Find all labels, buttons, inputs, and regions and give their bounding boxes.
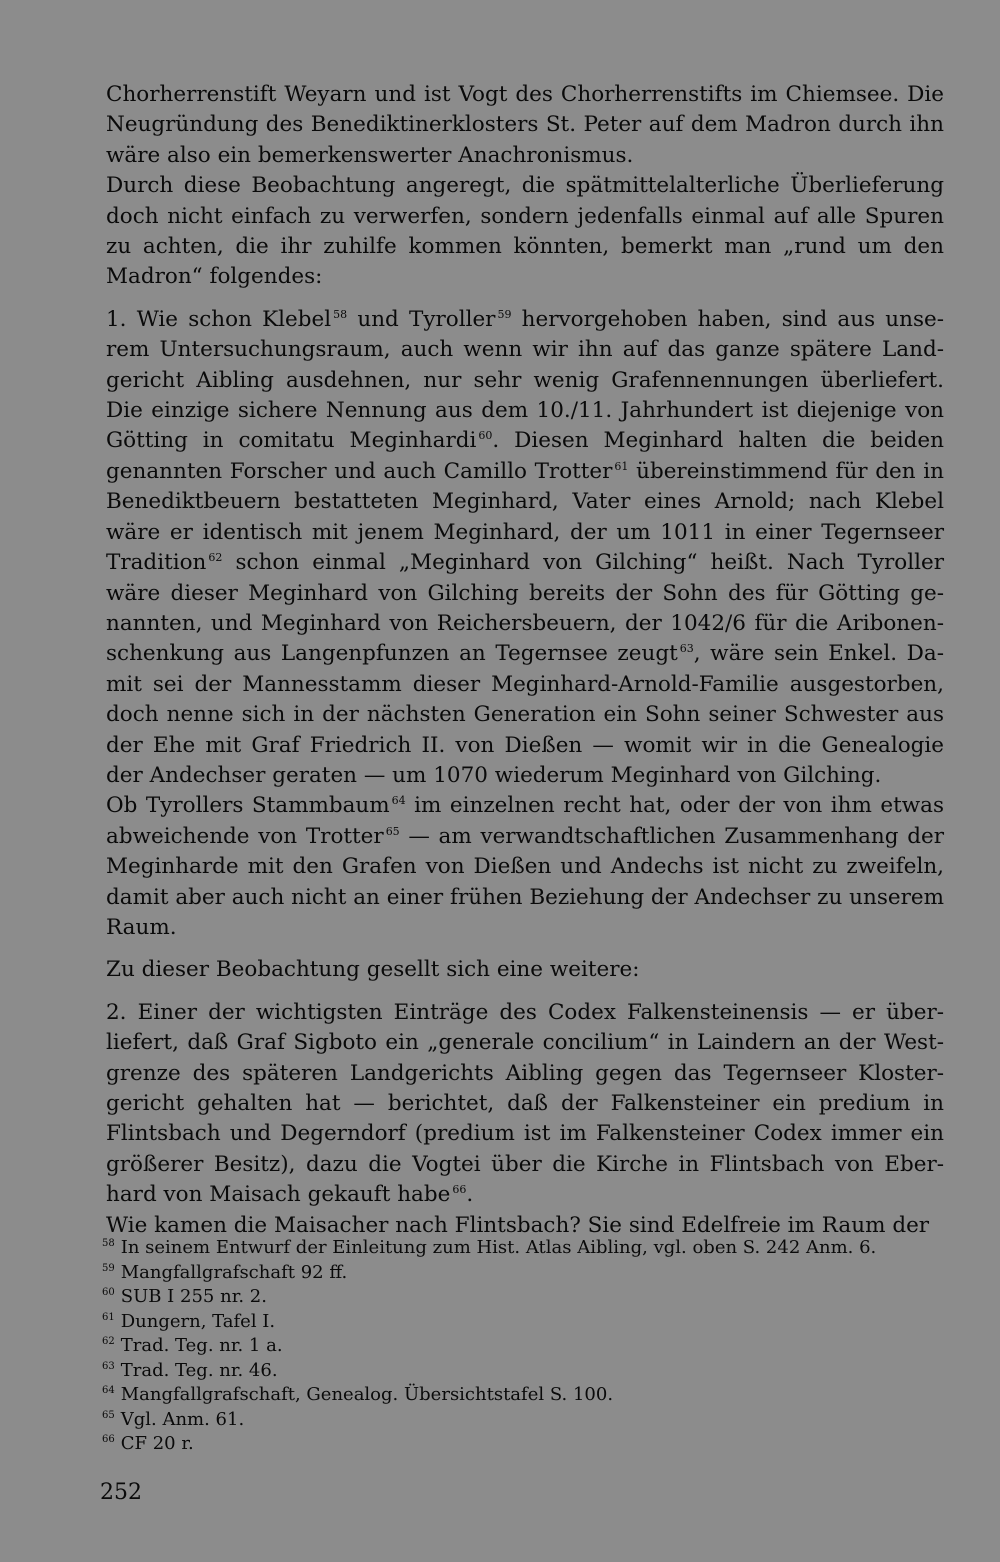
text-run: , wäre sein Enkel. Damit sei der Mannesstamm dieser Meginhard-Arnold-Familie ausgestorben, doch nenne sich in der nächsten Generation ein Sohn seiner Schwester aus der Ehe mit Graf Friedrich II. von Dießen — womit wir in die Genealogie der Andechser geraten — um 1070 wiederum Meginhard von Gilching.	[106, 641, 945, 788]
footnote-ref: 59	[497, 307, 512, 321]
main-text	[106, 80, 944, 1241]
footnote-ref: 64	[391, 794, 406, 808]
paragraph	[106, 955, 944, 985]
text-run: Durch diese Beobachtung angeregt, die spätmittelalterliche Überlieferung doch nicht einfach zu verwerfen, sondern jedenfalls einmal auf alle Spuren zu achten, die ihr zuhilfe kommen könnten, bemerkt man „rund um den Madron“ folgendes:	[106, 173, 944, 290]
text-run: . Diesen Meginhard halten die beiden genannten Forscher und auch Camillo Trotter	[106, 428, 944, 484]
footnote-text: CF 20 r.	[120, 1433, 194, 1454]
footnote	[102, 1261, 944, 1286]
footnote	[102, 1359, 944, 1384]
text-run: Wie kamen die Maisacher nach Flintsbach? Sie sind Edelfreie im Raum der	[106, 1212, 930, 1238]
text-run: schon einmal „Meginhard von Gilching“ heißt. Nach Tyroller wäre dieser Meginhard von Gilching bereits der Sohn des für Götting genannten, und Meginhard von Reichersbeuern, der 1042/6 für die Aribonenschenkung aus Langenpfunzen an Tegernsee zeugt	[106, 550, 944, 667]
footnote-ref: 62	[208, 550, 223, 564]
footnote-text: Mangfallgrafschaft, Genealog. Übersichtstafel S. 100.	[120, 1384, 614, 1405]
text-run: Zu dieser Beobachtung gesellt sich eine weitere:	[106, 957, 640, 983]
text-run: hervorgehoben haben, sind aus unserem Untersuchungsraum, auch wenn wir ihn auf das ganze spätere Landgericht Aibling ausdehnen, nur sehr wenig Grafennennungen überliefert. Die einzige sichere Nennung aus dem 10./11. Jahrhundert ist diejenige von Götting in comitatu Meginhardi	[106, 306, 945, 454]
footnote	[102, 1285, 944, 1310]
paragraph	[106, 305, 944, 792]
footnote-ref: 63	[679, 642, 694, 656]
footnote-number: 61	[102, 1311, 115, 1323]
footnote-number: 63	[102, 1360, 115, 1372]
footnote-ref: 58	[333, 307, 348, 321]
footnote-text: Trad. Teg. nr. 1 a.	[120, 1335, 283, 1356]
footnote-number: 58	[102, 1238, 115, 1249]
footnote-text: Mangfallgrafschaft 92 ff.	[120, 1261, 348, 1283]
footnote-text: Trad. Teg. nr. 46.	[120, 1359, 278, 1381]
text-run: — am verwandtschaftlichen Zusammenhang der Meginharde mit den Grafen von Dießen und Andechs ist nicht zu zweifeln, damit aber auch nicht an einer frühen Beziehung der Andechser zu unserem Raum.	[106, 823, 944, 940]
footnote	[102, 1236, 944, 1261]
text-run: 2. Einer der wichtigsten Einträge des Codex Falkensteinensis — er überliefert, daß Graf Sigboto ein „generale concilium“ in Laindern an der Westgrenze des späteren Landgerichts Aibling gegen das Tegernseer Klostergericht gehalten hat — berichtet, daß der Falkensteiner ein predium in Flintsbach und Degerndorf (predium ist im Falkensteiner Codex immer ein größerer Besitz), dazu die Vogtei über die Kirche in Flintsbach von Eberhard von Maisach gekauft habe	[106, 999, 944, 1208]
text-run: .	[466, 1182, 474, 1208]
footnote-number: 59	[102, 1262, 115, 1274]
footnote-text: In seinem Entwurf der Einleitung zum Hist. Atlas Aibling, vgl. oben S. 242 Anm. 6.	[120, 1237, 877, 1258]
footnote-number: 66	[102, 1434, 115, 1445]
footnote	[102, 1432, 944, 1457]
footnote-text: Vgl. Anm. 61.	[120, 1408, 245, 1430]
text-run: 1. Wie schon Klebel	[106, 306, 332, 332]
paragraph	[106, 171, 944, 293]
footnote-text: SUB I 255 nr. 2.	[120, 1286, 267, 1307]
footnote-number: 60	[102, 1287, 115, 1298]
footnote-number: 65	[102, 1409, 115, 1421]
text-run: und Tyroller	[347, 306, 496, 332]
paragraph	[106, 791, 944, 943]
text-run: Chorherrenstift Weyarn und ist Vogt des Chorherrenstifts im Chiemsee. Die Neugründung des Benediktinerklosters St. Peter auf dem Madron durch ihn wäre also ein bemerkenswerter Anachronismus.	[106, 82, 944, 168]
paragraph	[106, 80, 944, 171]
paragraph	[106, 998, 944, 1211]
footnote	[102, 1310, 944, 1335]
text-run: übereinstimmend für den in Benediktbeuern bestatteten Meginhard, Vater eines Arnold; nach Klebel wäre er identisch mit jenem Meginhard, der um 1011 in einer Tegernseer Tradition	[106, 458, 944, 576]
footnote-text: Dungern, Tafel I.	[120, 1310, 276, 1332]
text-run: im einzelnen recht hat, oder der von ihm etwas abweichende von Trotter	[106, 793, 944, 849]
footnote-ref: 61	[614, 459, 629, 473]
page-number: 252	[100, 1480, 142, 1505]
footnote-ref: 60	[478, 429, 493, 443]
footnote	[102, 1383, 944, 1408]
footnote-number: 62	[102, 1336, 115, 1347]
text-run: Ob Tyrollers Stammbaum	[106, 793, 390, 819]
footnote	[102, 1408, 944, 1433]
footnote	[102, 1334, 944, 1359]
footnote-number: 64	[102, 1385, 115, 1396]
footnote-ref: 66	[452, 1183, 467, 1197]
footnote-ref: 65	[385, 824, 400, 838]
footnotes	[102, 1236, 944, 1457]
